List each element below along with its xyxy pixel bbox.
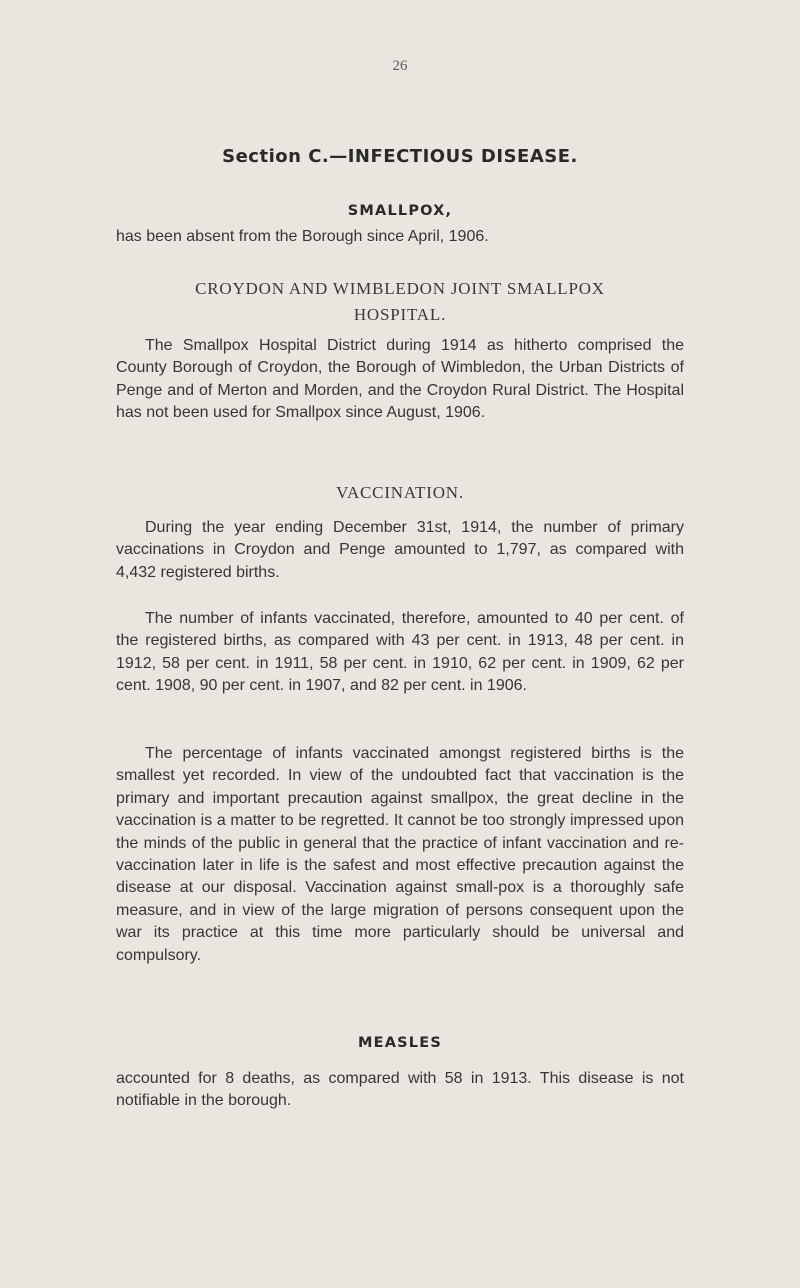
vaccination-heading: VACCINATION.	[336, 483, 464, 502]
section-title: Section C.—INFECTIOUS DISEASE.	[222, 146, 578, 167]
hospital-heading-line1: CROYDON AND WIMBLEDON JOINT SMALLPOX	[195, 279, 605, 298]
smallpox-text: has been absent from the Borough since April, 1906.	[116, 228, 489, 245]
measles-text: accounted for 8 deaths, as compared with 58 in 1913. This disease is not notifiable in the borough.	[116, 1070, 684, 1110]
vaccination-paragraph-2: The number of infants vaccinated, therefore, amounted to 40 per cent. of the registered births, as compared with 43 per cent. in 1913, 48 per cent. in 1912, 58 per cent. in 1911, 58 per cent. in 1910, 62 per cent. in 1909, 62 per cent. 1908, 90 per cent. in 1907, and 82 per cent. in 1906.	[116, 610, 684, 695]
measles-heading: MEASLES	[358, 1035, 442, 1051]
vaccination-paragraph-1: During the year ending December 31st, 1914, the number of primary vaccinations in Croydon and Penge amounted to 1,797, as compared with 4,432 registered births.	[116, 519, 684, 581]
vaccination-paragraph-3: The percentage of infants vaccinated amongst registered births is the smallest yet recorded. In view of the undoubted fact that vaccination is the primary and important precaution against smallpox, the great decline in the vaccination is a matter to be regretted. It cannot be too strongly impressed upon the minds of the public in general that the practice of infant vaccination and re-vaccination later in life is the safest and most effective precaution against the disease at our disposal. Vaccination against small-pox is a thoroughly safe measure, and in view of the large migration of persons consequent upon the war its practice at this time more particularly should be universal and compulsory.	[116, 745, 684, 964]
smallpox-heading: SMALLPOX,	[347, 203, 453, 219]
hospital-paragraph: The Smallpox Hospital District during 1914 as hitherto comprised the County Borough of Croydon, the Borough of Wimbledon, the Urban Districts of Penge and of Merton and Morden, and the Croydon Rural District. The Hospital has not been used for Smallpox since August, 1906.	[116, 337, 684, 422]
hospital-heading	[0, 276, 800, 328]
page-number: 26	[392, 58, 408, 74]
hospital-heading-line2: HOSPITAL.	[353, 305, 447, 324]
